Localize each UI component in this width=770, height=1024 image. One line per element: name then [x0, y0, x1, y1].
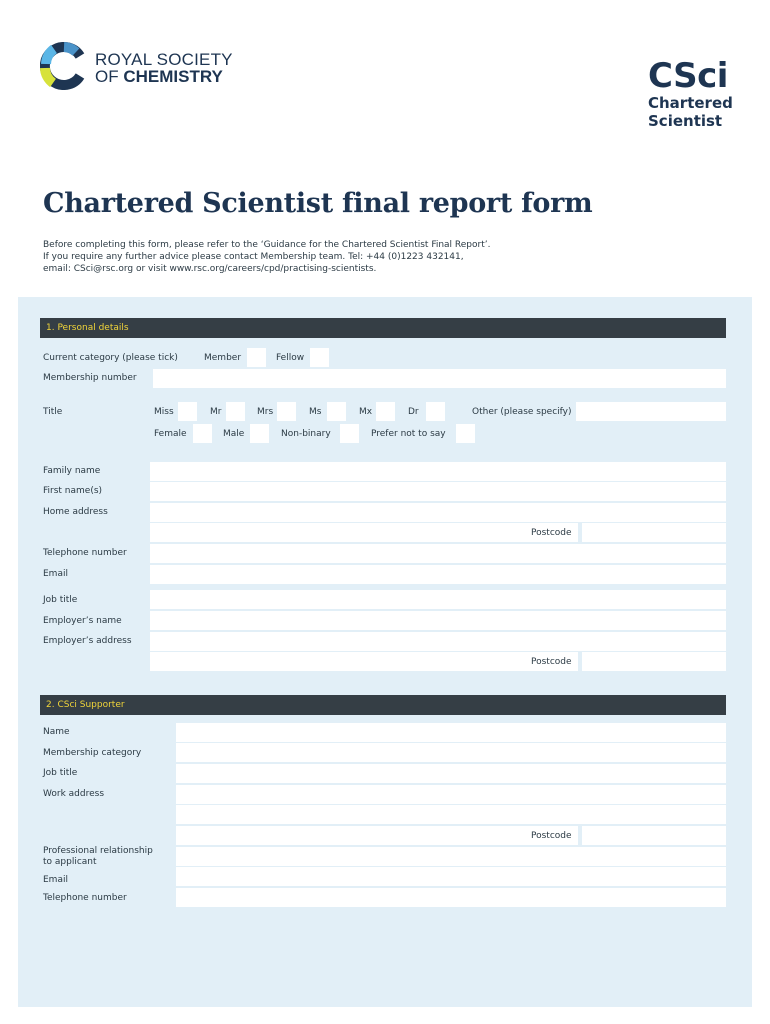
title-ms-label: Ms	[309, 407, 322, 417]
section-2-heading: 2. CSci Supporter	[40, 695, 726, 715]
home-address-field-2[interactable]	[150, 523, 578, 542]
job-title-field[interactable]	[150, 590, 726, 609]
intro-line: If you require any further advice please contact Membership team. Tel: +44 (0)1223 432141,	[43, 252, 464, 262]
gender-nonbinary-label: Non-binary	[281, 429, 331, 439]
intro-text	[43, 239, 490, 275]
first-names-label: First name(s)	[43, 486, 103, 496]
supporter-email-field[interactable]	[176, 867, 726, 886]
gender-male-checkbox[interactable]	[250, 424, 269, 443]
csci-badge-big: CSci	[648, 56, 728, 96]
gender-prefer-not-label: Prefer not to say	[371, 429, 446, 439]
title-label: Title	[43, 407, 63, 417]
first-names-field[interactable]	[150, 482, 726, 501]
gender-male-label: Male	[223, 429, 245, 439]
fellow-checkbox[interactable]	[310, 348, 329, 367]
supporter-work-address-field-2[interactable]	[176, 805, 726, 824]
org-line2	[95, 68, 233, 85]
employer-address-field-2[interactable]	[150, 652, 578, 671]
home-address-field-1[interactable]	[150, 503, 726, 522]
employer-name-label: Employer’s name	[43, 616, 122, 626]
title-miss-checkbox[interactable]	[178, 402, 197, 421]
family-name-field[interactable]	[150, 462, 726, 481]
supporter-job-title-field[interactable]	[176, 764, 726, 783]
intro-line: Before completing this form, please refer to the ‘Guidance for the Chartered Scientist Final Report’.	[43, 240, 491, 250]
supporter-job-title-label: Job title	[43, 768, 78, 778]
supporter-category-field[interactable]	[176, 743, 726, 762]
org-line2-prefix: OF	[95, 67, 119, 86]
org-line1: ROYAL SOCIETY	[95, 50, 233, 69]
supporter-telephone-field[interactable]	[176, 888, 726, 907]
supporter-work-address-label: Work address	[43, 789, 105, 799]
title-mr-checkbox[interactable]	[226, 402, 245, 421]
title-mrs-checkbox[interactable]	[277, 402, 296, 421]
rsc-wordmark	[95, 51, 233, 85]
supporter-work-address-field-1[interactable]	[176, 785, 726, 804]
title-other-field[interactable]	[576, 402, 726, 421]
email-label: Email	[43, 569, 68, 579]
relationship-field[interactable]	[176, 847, 726, 866]
employer-address-label: Employer’s address	[43, 636, 132, 646]
home-address-label: Home address	[43, 507, 108, 517]
current-category-label: Current category (please tick)	[43, 353, 178, 363]
relationship-label-line2: to applicant	[43, 857, 97, 867]
csci-badge-line1: Chartered	[648, 94, 733, 112]
employer-address-field-1[interactable]	[150, 632, 726, 651]
supporter-email-label: Email	[43, 875, 68, 885]
gender-female-label: Female	[154, 429, 187, 439]
supporter-telephone-label: Telephone number	[43, 893, 127, 903]
title-dr-label: Dr	[408, 407, 419, 417]
supporter-postcode-label: Postcode	[531, 831, 572, 841]
title-mr-label: Mr	[210, 407, 222, 417]
member-label: Member	[204, 353, 242, 363]
home-postcode-field[interactable]	[582, 523, 726, 542]
supporter-name-field[interactable]	[176, 723, 726, 742]
family-name-label: Family name	[43, 466, 101, 476]
org-line2-bold: CHEMISTRY	[123, 67, 223, 86]
employer-postcode-label: Postcode	[531, 657, 572, 667]
csci-badge-line2: Scientist	[648, 112, 723, 130]
employer-postcode-field[interactable]	[582, 652, 726, 671]
title-mrs-label: Mrs	[257, 407, 274, 417]
section-1-heading: 1. Personal details	[40, 318, 726, 338]
gender-nonbinary-checkbox[interactable]	[340, 424, 359, 443]
supporter-category-label: Membership category	[43, 748, 142, 758]
supporter-name-label: Name	[43, 727, 70, 737]
supporter-postcode-field[interactable]	[582, 826, 726, 845]
csci-badge	[648, 58, 733, 130]
job-title-label: Job title	[43, 595, 78, 605]
title-other-label: Other (please specify)	[472, 407, 572, 417]
membership-number-label: Membership number	[43, 373, 137, 383]
home-postcode-label: Postcode	[531, 528, 572, 538]
title-miss-label: Miss	[154, 407, 174, 417]
gender-prefer-not-checkbox[interactable]	[456, 424, 475, 443]
title-mx-label: Mx	[359, 407, 373, 417]
member-checkbox[interactable]	[247, 348, 266, 367]
relationship-label-line1: Professional relationship	[43, 846, 153, 856]
title-dr-checkbox[interactable]	[426, 402, 445, 421]
employer-name-field[interactable]	[150, 611, 726, 630]
title-ms-checkbox[interactable]	[327, 402, 346, 421]
membership-number-field[interactable]	[153, 369, 726, 388]
page-title: Chartered Scientist final report form	[43, 188, 593, 219]
gender-female-checkbox[interactable]	[193, 424, 212, 443]
intro-line: email: CSci@rsc.org or visit www.rsc.org/careers/cpd/practising-scientists.	[43, 264, 377, 274]
telephone-field[interactable]	[150, 544, 726, 563]
supporter-work-address-field-3[interactable]	[176, 826, 578, 845]
title-mx-checkbox[interactable]	[376, 402, 395, 421]
fellow-label: Fellow	[276, 353, 305, 363]
telephone-label: Telephone number	[43, 548, 127, 558]
email-field[interactable]	[150, 565, 726, 584]
rsc-logo-icon	[40, 42, 88, 90]
